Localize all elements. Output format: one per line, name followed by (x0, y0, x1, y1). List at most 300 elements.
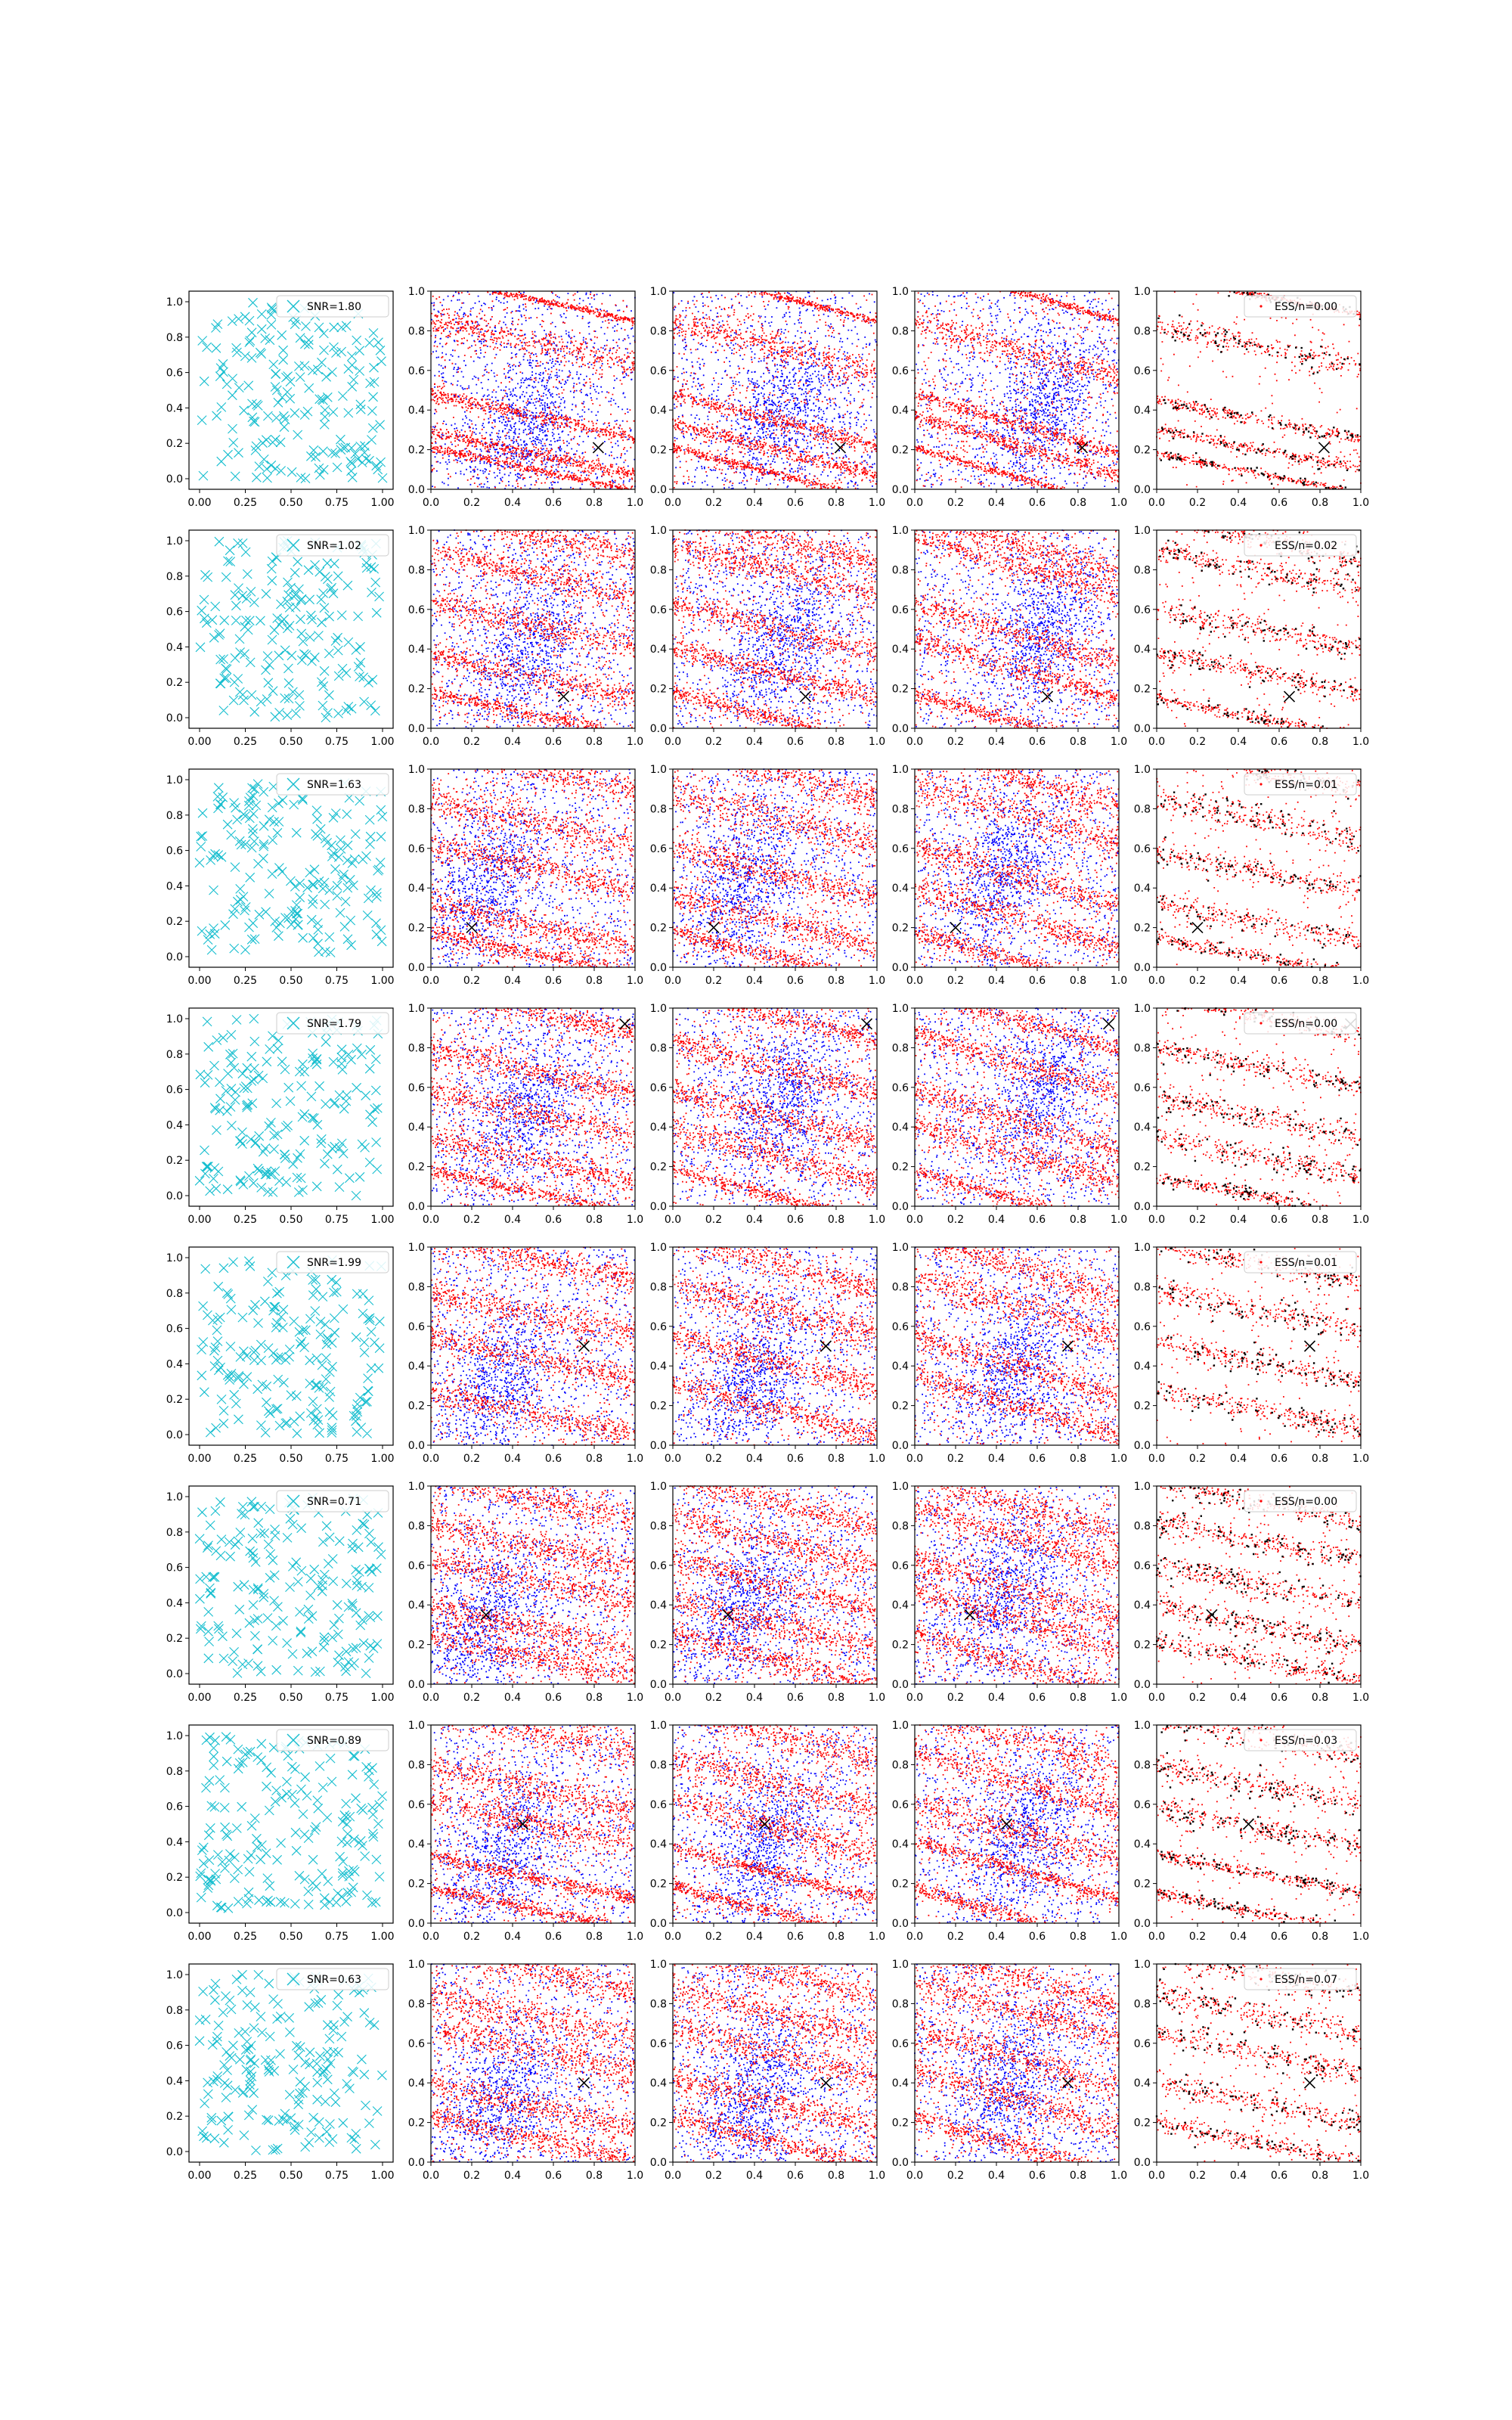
panel-design-points (166, 1486, 395, 1704)
x-tick-label: 0.2 (463, 736, 481, 748)
y-tick-label: 0.6 (891, 2037, 909, 2050)
x-tick-label: 0.2 (1188, 1931, 1207, 1943)
x-tick-label: 0.00 (187, 1214, 212, 1226)
x-tick-label: 0.75 (324, 975, 349, 987)
x-tick-label: 0.8 (585, 497, 603, 509)
x-tick-label: 0.4 (987, 2170, 1005, 2182)
x-tick-label: 1.0 (1352, 497, 1370, 509)
y-tick-label: 1.0 (407, 286, 425, 298)
x-tick-label: 0.8 (585, 1214, 603, 1226)
y-tick-label: 0.2 (166, 438, 183, 451)
x-tick-label: 0.0 (1148, 1453, 1166, 1465)
y-tick-label: 0.8 (407, 1042, 425, 1055)
y-tick-label: 0.0 (166, 1668, 183, 1680)
x-tick-label: 0.4 (745, 1214, 764, 1226)
x-tick-label: 0.75 (324, 1692, 349, 1704)
axes-frame (673, 291, 877, 489)
x-tick-label: 0.0 (664, 975, 682, 987)
panel-posterior-samples (650, 1481, 885, 1704)
y-tick-label: 0.6 (891, 1320, 909, 1333)
figure-row-2 (166, 525, 1369, 748)
x-tick-label: 0.4 (503, 736, 522, 748)
design-point-markers (195, 1970, 386, 2155)
y-tick-label: 0.4 (1133, 1838, 1151, 1851)
y-tick-label: 0.4 (407, 1122, 425, 1134)
y-tick-label: 0.6 (1133, 365, 1151, 377)
y-tick-label: 0.0 (649, 1918, 667, 1930)
y-tick-label: 1.0 (407, 1959, 425, 1971)
y-tick-label: 0.8 (407, 1759, 425, 1772)
axes-frame (1157, 530, 1361, 728)
x-tick-label: 0.6 (1028, 497, 1046, 509)
x-tick-label: 0.0 (1148, 975, 1166, 987)
y-tick-label: 0.4 (166, 1836, 183, 1849)
x-tick-label: 0.0 (1148, 497, 1166, 509)
axes-frame (1157, 1247, 1361, 1445)
y-tick-label: 1.0 (649, 525, 667, 537)
x-tick-label: 0.0 (664, 1931, 682, 1943)
y-tick-label: 0.6 (649, 1320, 667, 1333)
x-tick-label: 0.6 (544, 1453, 562, 1465)
y-tick-label: 0.0 (166, 2146, 183, 2158)
x-tick-label: 1.0 (1352, 2170, 1370, 2182)
y-tick-label: 0.6 (166, 1323, 183, 1336)
y-tick-label: 0.8 (649, 803, 667, 816)
y-tick-label: 0.4 (1133, 1360, 1151, 1373)
y-tick-label: 1.0 (166, 1969, 183, 1981)
x-tick-label: 0.4 (1229, 1931, 1247, 1943)
y-tick-label: 0.0 (891, 1440, 909, 1452)
y-tick-label: 1.0 (649, 1959, 667, 1971)
y-tick-label: 0.8 (166, 331, 183, 344)
axes-frame (189, 1247, 393, 1445)
x-tick-label: 1.0 (1110, 975, 1128, 987)
x-tick-label: 0.2 (705, 1692, 723, 1704)
x-tick-label: 0.0 (906, 1453, 924, 1465)
x-tick-label: 1.0 (626, 2170, 644, 2182)
x-tick-label: 0.6 (544, 736, 562, 748)
axes-frame (189, 530, 393, 728)
x-tick-label: 0.4 (745, 736, 764, 748)
y-tick-label: 0.0 (407, 2157, 425, 2169)
x-tick-label: 1.0 (1110, 497, 1128, 509)
red-sample-points (914, 290, 1120, 489)
y-tick-label: 0.4 (1133, 644, 1151, 656)
y-tick-label: 0.2 (1133, 683, 1151, 696)
x-tick-label: 0.6 (1270, 497, 1288, 509)
y-tick-label: 0.6 (649, 365, 667, 377)
legend-marker (1259, 1261, 1262, 1263)
y-tick-label: 0.4 (166, 1358, 183, 1371)
x-tick-label: 0.8 (1311, 736, 1329, 748)
panel-posterior-samples (408, 525, 643, 748)
y-tick-label: 0.8 (166, 2004, 183, 2017)
x-tick-label: 0.50 (279, 2170, 303, 2182)
x-tick-label: 1.0 (626, 1692, 644, 1704)
red-sample-points (914, 1007, 1120, 1206)
x-tick-label: 0.8 (1311, 2170, 1329, 2182)
blue-sample-points (673, 291, 878, 490)
y-tick-label: 0.8 (166, 1048, 183, 1061)
y-tick-label: 0.4 (166, 1597, 183, 1610)
x-tick-label: 1.0 (868, 1214, 886, 1226)
x-tick-label: 0.2 (705, 1931, 723, 1943)
y-tick-label: 0.4 (407, 1838, 425, 1851)
x-tick-label: 1.0 (1110, 2170, 1128, 2182)
x-tick-label: 1.0 (868, 975, 886, 987)
y-tick-label: 0.8 (1133, 1042, 1151, 1055)
y-tick-label: 1.0 (1133, 1959, 1151, 1971)
y-tick-label: 0.0 (166, 951, 183, 963)
blue-sample-points (914, 769, 1119, 968)
y-tick-label: 1.0 (1133, 1720, 1151, 1732)
panel-weighted-samples (1134, 1720, 1369, 1943)
y-tick-label: 0.6 (649, 603, 667, 616)
y-tick-label: 0.2 (649, 683, 667, 696)
legend-label: SNR=0.89 (307, 1735, 361, 1747)
x-tick-label: 0.8 (1311, 1931, 1329, 1943)
x-tick-label: 1.00 (370, 1453, 395, 1465)
y-tick-label: 0.4 (891, 644, 909, 656)
y-tick-label: 1.0 (407, 1720, 425, 1732)
y-tick-label: 0.6 (407, 365, 425, 377)
red-sample-points (914, 530, 1120, 729)
panel-design-points (166, 1247, 395, 1465)
panel-posterior-samples (650, 1959, 885, 2182)
y-tick-label: 0.8 (649, 1281, 667, 1294)
figure-row-8 (166, 1959, 1369, 2182)
x-tick-label: 1.0 (868, 497, 886, 509)
y-tick-label: 0.2 (166, 677, 183, 690)
y-tick-label: 0.8 (1133, 325, 1151, 338)
y-tick-label: 1.0 (649, 1242, 667, 1254)
x-tick-label: 1.0 (626, 736, 644, 748)
x-tick-label: 0.50 (279, 1692, 303, 1704)
y-tick-label: 1.0 (891, 764, 909, 776)
legend-label: SNR=1.79 (307, 1018, 361, 1030)
x-tick-label: 0.0 (422, 1692, 440, 1704)
blue-sample-points (916, 291, 1120, 490)
x-tick-label: 0.2 (463, 1931, 481, 1943)
y-tick-label: 0.2 (166, 2111, 183, 2124)
y-tick-label: 0.2 (891, 922, 909, 935)
x-tick-label: 0.6 (1028, 1214, 1046, 1226)
y-tick-label: 1.0 (649, 1481, 667, 1493)
x-tick-label: 0.8 (585, 1931, 603, 1943)
black-weighted-points (1156, 1487, 1362, 1684)
x-tick-label: 1.0 (868, 2170, 886, 2182)
y-tick-label: 0.4 (166, 402, 183, 415)
red-sample-points (672, 290, 878, 489)
axes-frame (189, 1964, 393, 2162)
y-tick-label: 0.2 (166, 916, 183, 929)
panel-posterior-samples (650, 525, 885, 748)
y-tick-label: 0.0 (1133, 1679, 1151, 1691)
y-tick-label: 0.6 (407, 1559, 425, 1572)
y-tick-label: 0.2 (649, 1639, 667, 1652)
blue-sample-points (430, 1963, 636, 2163)
x-tick-label: 0.0 (422, 2170, 440, 2182)
x-tick-label: 0.6 (786, 736, 804, 748)
red-sample-points (430, 290, 636, 490)
y-tick-label: 0.6 (166, 1084, 183, 1097)
y-tick-label: 0.8 (407, 325, 425, 338)
x-tick-label: 1.0 (626, 1214, 644, 1226)
legend-label: SNR=1.80 (307, 301, 361, 313)
y-tick-label: 0.0 (891, 1201, 909, 1213)
y-tick-label: 0.2 (407, 1878, 425, 1891)
x-tick-label: 0.8 (585, 736, 603, 748)
red-sample-points (672, 1724, 878, 1923)
blue-sample-points (430, 1724, 636, 1924)
y-tick-label: 0.2 (891, 1878, 909, 1891)
x-tick-label: 0.6 (786, 975, 804, 987)
x-tick-label: 0.4 (503, 497, 522, 509)
x-tick-label: 0.4 (1229, 2170, 1247, 2182)
y-tick-label: 0.0 (1133, 723, 1151, 735)
x-tick-label: 1.0 (1352, 1214, 1370, 1226)
x-tick-label: 0.4 (987, 1214, 1005, 1226)
x-tick-label: 0.75 (324, 1214, 349, 1226)
design-point-markers (195, 1014, 383, 1200)
y-tick-label: 0.6 (166, 1562, 183, 1575)
red-sample-points (672, 1246, 878, 1445)
y-tick-label: 1.0 (649, 1003, 667, 1015)
y-tick-label: 0.8 (166, 1765, 183, 1778)
panel-posterior-samples (650, 1720, 885, 1943)
x-tick-label: 0.4 (987, 1453, 1005, 1465)
x-tick-label: 0.4 (1229, 736, 1247, 748)
y-tick-label: 1.0 (407, 1003, 425, 1015)
y-tick-label: 1.0 (649, 1720, 667, 1732)
x-tick-label: 0.2 (1188, 1214, 1207, 1226)
x-tick-label: 0.0 (422, 975, 440, 987)
x-tick-label: 1.0 (1352, 1692, 1370, 1704)
x-tick-label: 0.0 (664, 1214, 682, 1226)
x-tick-label: 0.50 (279, 1453, 303, 1465)
legend-marker (1259, 1978, 1262, 1980)
panel-posterior-samples (650, 1003, 885, 1226)
y-tick-label: 0.8 (891, 1520, 909, 1533)
y-tick-label: 0.2 (166, 1394, 183, 1407)
x-tick-label: 0.8 (1069, 1692, 1087, 1704)
legend-marker (1259, 783, 1262, 785)
x-tick-label: 0.2 (947, 975, 965, 987)
y-tick-label: 0.8 (407, 1281, 425, 1294)
y-tick-label: 1.0 (649, 764, 667, 776)
x-tick-label: 0.2 (705, 975, 723, 987)
x-tick-label: 0.2 (1188, 736, 1207, 748)
y-tick-label: 0.6 (1133, 1798, 1151, 1811)
x-tick-label: 0.2 (947, 497, 965, 509)
x-tick-label: 0.0 (422, 1214, 440, 1226)
y-tick-label: 1.0 (891, 1481, 909, 1493)
x-tick-label: 1.00 (370, 2170, 395, 2182)
x-tick-label: 0.4 (503, 1214, 522, 1226)
y-tick-label: 0.6 (649, 1559, 667, 1572)
y-tick-label: 0.6 (1133, 842, 1151, 855)
x-tick-label: 0.0 (906, 975, 924, 987)
y-tick-label: 1.0 (891, 1242, 909, 1254)
y-tick-label: 0.0 (407, 1201, 425, 1213)
y-tick-label: 0.8 (891, 803, 909, 816)
legend-label: ESS/n=0.01 (1275, 779, 1338, 791)
x-tick-label: 0.8 (1069, 1214, 1087, 1226)
x-tick-label: 0.4 (745, 497, 764, 509)
y-tick-label: 0.6 (891, 842, 909, 855)
y-tick-label: 0.8 (1133, 803, 1151, 816)
y-tick-label: 0.2 (407, 1161, 425, 1174)
x-tick-label: 0.2 (705, 497, 723, 509)
x-tick-label: 0.2 (463, 2170, 481, 2182)
red-weighted-points (1156, 1007, 1362, 1207)
y-tick-label: 0.8 (407, 1998, 425, 2011)
panel-posterior-samples (408, 1720, 643, 1943)
x-tick-label: 0.6 (1270, 1931, 1288, 1943)
axes-frame (1157, 291, 1361, 489)
y-tick-label: 1.0 (166, 1013, 183, 1025)
x-tick-label: 0.8 (1311, 497, 1329, 509)
axes-frame (431, 1247, 635, 1445)
y-tick-label: 1.0 (407, 525, 425, 537)
x-tick-label: 0.4 (745, 1692, 764, 1704)
y-tick-label: 0.0 (1133, 1201, 1151, 1213)
y-tick-label: 0.2 (649, 1161, 667, 1174)
axes-frame (1157, 1964, 1361, 2162)
y-tick-label: 0.8 (407, 803, 425, 816)
y-tick-label: 0.0 (649, 2157, 667, 2169)
red-weighted-points (1156, 291, 1362, 490)
x-tick-label: 0.0 (664, 1692, 682, 1704)
x-tick-label: 0.6 (1028, 1931, 1046, 1943)
x-tick-label: 0.4 (503, 1692, 522, 1704)
y-tick-label: 0.8 (649, 1042, 667, 1055)
x-tick-label: 0.0 (1148, 1931, 1166, 1943)
x-tick-label: 0.8 (827, 497, 845, 509)
y-tick-label: 0.0 (891, 723, 909, 735)
panel-posterior-samples (892, 286, 1127, 509)
x-tick-label: 0.75 (324, 1931, 349, 1943)
x-tick-label: 0.4 (503, 975, 522, 987)
y-tick-label: 0.2 (891, 1400, 909, 1413)
black-weighted-points (1157, 291, 1361, 490)
x-tick-label: 0.4 (987, 1931, 1005, 1943)
y-tick-label: 0.2 (1133, 1400, 1151, 1413)
legend-label: ESS/n=0.00 (1275, 1496, 1338, 1508)
black-weighted-points (1156, 770, 1362, 968)
x-tick-label: 0.6 (1270, 1453, 1288, 1465)
panel-posterior-samples (650, 286, 885, 509)
legend-marker (1259, 1022, 1262, 1024)
x-tick-label: 1.0 (868, 1453, 886, 1465)
y-tick-label: 0.0 (407, 962, 425, 974)
y-tick-label: 0.4 (166, 2075, 183, 2088)
y-tick-label: 0.6 (407, 1320, 425, 1333)
y-tick-label: 0.4 (407, 644, 425, 656)
y-tick-label: 0.2 (1133, 2117, 1151, 2130)
legend-label: SNR=1.02 (307, 540, 361, 552)
y-tick-label: 0.2 (407, 1639, 425, 1652)
y-tick-label: 0.2 (1133, 1639, 1151, 1652)
x-tick-label: 0.2 (463, 1453, 481, 1465)
y-tick-label: 0.6 (891, 603, 909, 616)
figure-row-4 (166, 1003, 1369, 1226)
x-tick-label: 0.0 (422, 1453, 440, 1465)
x-tick-label: 0.8 (827, 975, 845, 987)
black-weighted-points (1156, 1963, 1361, 2161)
x-tick-label: 0.0 (1148, 736, 1166, 748)
legend-label: ESS/n=0.00 (1275, 1018, 1338, 1030)
axes-frame (915, 1486, 1119, 1684)
x-tick-label: 0.0 (1148, 1692, 1166, 1704)
y-tick-label: 0.8 (891, 1281, 909, 1294)
x-tick-label: 0.4 (745, 975, 764, 987)
x-tick-label: 0.2 (705, 736, 723, 748)
x-tick-label: 0.6 (1028, 975, 1046, 987)
blue-sample-points (672, 1007, 878, 1206)
x-tick-label: 0.00 (187, 736, 212, 748)
y-tick-label: 0.6 (891, 1081, 909, 1094)
x-tick-label: 0.0 (422, 1931, 440, 1943)
figure-row-3 (166, 764, 1369, 987)
x-tick-label: 0.0 (906, 2170, 924, 2182)
x-tick-label: 0.0 (906, 1931, 924, 1943)
y-tick-label: 0.2 (407, 922, 425, 935)
figure-row-1 (166, 286, 1369, 509)
y-tick-label: 0.0 (407, 723, 425, 735)
x-tick-label: 0.2 (947, 1453, 965, 1465)
x-tick-label: 0.8 (827, 1692, 845, 1704)
x-tick-label: 0.50 (279, 1214, 303, 1226)
y-tick-label: 0.0 (891, 962, 909, 974)
x-tick-label: 0.2 (1188, 975, 1207, 987)
x-tick-label: 0.00 (187, 1931, 212, 1943)
y-tick-label: 0.6 (649, 1081, 667, 1094)
y-tick-label: 0.4 (891, 1122, 909, 1134)
x-tick-label: 1.0 (868, 1692, 886, 1704)
y-tick-label: 0.0 (1133, 2157, 1151, 2169)
y-tick-label: 0.4 (407, 2077, 425, 2090)
panel-design-points (166, 1725, 395, 1943)
red-sample-points (430, 768, 636, 968)
x-tick-label: 1.0 (1110, 1692, 1128, 1704)
y-tick-label: 0.4 (649, 883, 667, 895)
legend-marker (1259, 1739, 1262, 1741)
y-tick-label: 1.0 (166, 535, 183, 548)
figure-row-6 (166, 1481, 1369, 1704)
x-tick-label: 0.00 (187, 497, 212, 509)
x-tick-label: 0.6 (786, 497, 804, 509)
y-tick-label: 0.0 (649, 1679, 667, 1691)
x-tick-label: 0.2 (947, 1692, 965, 1704)
y-tick-label: 0.6 (649, 1798, 667, 1811)
legend-label: SNR=0.71 (307, 1496, 361, 1508)
x-tick-label: 0.25 (233, 975, 258, 987)
x-tick-label: 0.0 (422, 736, 440, 748)
x-tick-label: 0.8 (1311, 1453, 1329, 1465)
y-tick-label: 0.8 (166, 1526, 183, 1539)
red-sample-points (914, 1485, 1120, 1684)
y-tick-label: 1.0 (1133, 764, 1151, 776)
y-tick-label: 0.6 (166, 2040, 183, 2052)
x-tick-label: 0.0 (664, 1453, 682, 1465)
y-tick-label: 0.6 (407, 603, 425, 616)
y-tick-label: 0.8 (649, 325, 667, 338)
legend-label: SNR=1.63 (307, 779, 361, 791)
y-tick-label: 0.2 (891, 2117, 909, 2130)
y-tick-label: 0.2 (166, 1872, 183, 1885)
x-tick-label: 0.2 (463, 975, 481, 987)
